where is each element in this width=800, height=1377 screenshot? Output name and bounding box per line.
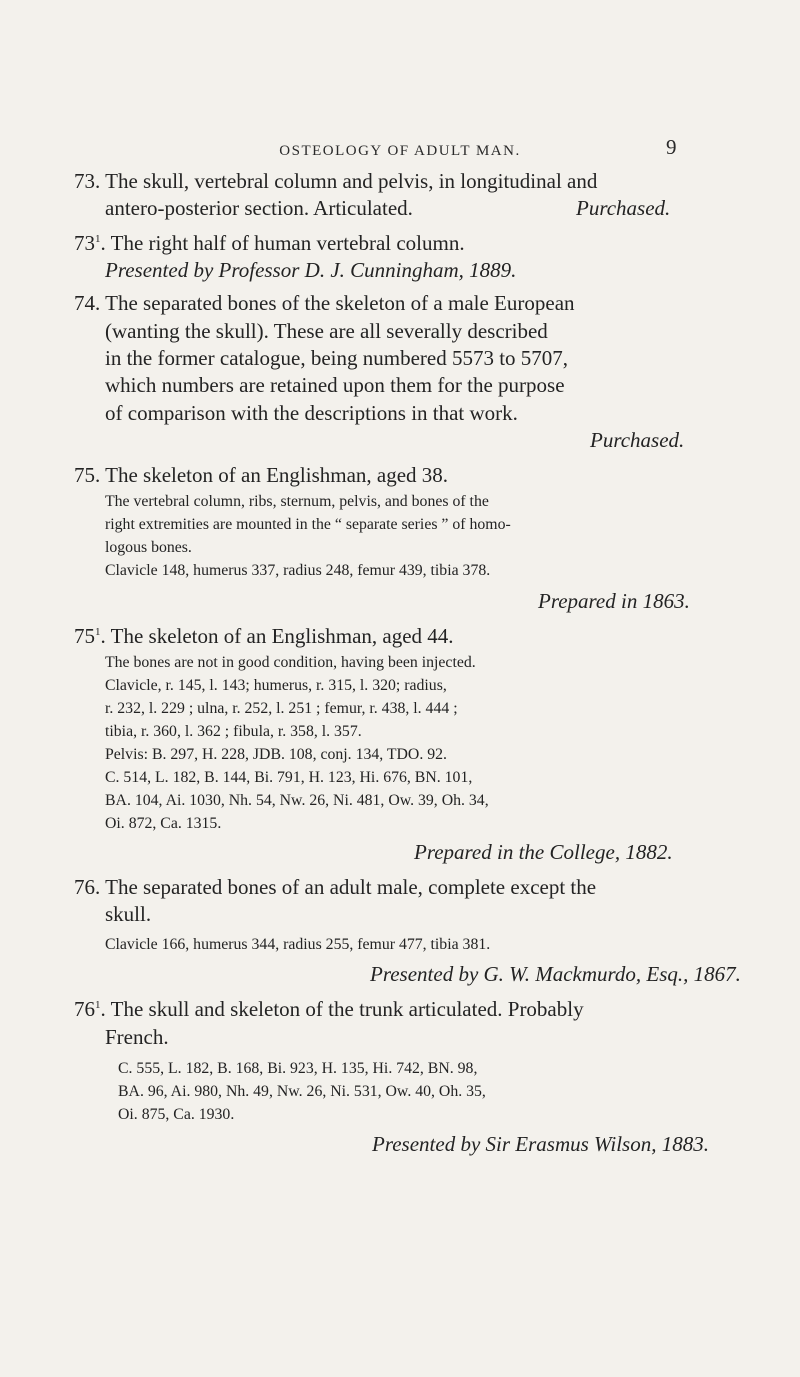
entry-75-first-line: 75. The skeleton of an Englishman, aged 38.	[74, 463, 449, 487]
entry-note: Oi. 872, Ca. 1315.	[105, 815, 222, 832]
entry-note: The vertebral column, ribs, sternum, pelvis, and bones of the	[105, 493, 489, 510]
entry-number: 75	[74, 463, 95, 487]
entry-number: 76	[74, 875, 95, 899]
entry-text: in the former catalogue, being numbered 5573 to 5707,	[105, 346, 569, 370]
entry-number: 74	[74, 291, 95, 315]
entry-superscript: 1	[95, 233, 101, 245]
entry-text: antero-posterior section. Articulated.	[105, 196, 413, 220]
entry-73-1-first-line: $73^1$. The right half of human vertebral column.	[74, 231, 465, 255]
entry-credit: Purchased.	[576, 196, 671, 220]
entry-note: Oi. 875, Ca. 1930.	[118, 1106, 235, 1123]
entry-credit: Prepared in 1863.	[538, 589, 690, 613]
entry-number: 73	[74, 231, 95, 255]
entry-note: right extremities are mounted in the “ separate series ” of homo-	[105, 516, 511, 533]
entry-text: The separated bones of an adult male, complete except the	[105, 875, 597, 899]
entry-text: of comparison with the descriptions in that work.	[105, 401, 518, 425]
entry-superscript: 1	[95, 999, 101, 1011]
page-number: 9	[666, 135, 677, 159]
entry-75-1-first-line: $75^1$. The skeleton of an Englishman, aged 44.	[74, 624, 454, 648]
entry-note: Clavicle 166, humerus 344, radius 255, femur 477, tibia 381.	[105, 936, 491, 953]
entry-note: BA. 96, Ai. 980, Nh. 49, Nw. 26, Ni. 531, Ow. 40, Oh. 35,	[118, 1083, 486, 1100]
entry-note: BA. 104, Ai. 1030, Nh. 54, Nw. 26, Ni. 481, Ow. 39, Oh. 34,	[105, 792, 489, 809]
entry-text: The skull and skeleton of the trunk articulated. Probably	[110, 997, 584, 1021]
entry-text: skull.	[105, 902, 152, 926]
entry-note: r. 232, l. 229 ; ulna, r. 252, l. 251 ; femur, r. 438, l. 444 ;	[105, 700, 458, 717]
entry-74-first-line: 74. The separated bones of the skeleton of a male European	[74, 291, 575, 315]
entry-note: Clavicle, r. 145, l. 143; humerus, r. 315, l. 320; radius,	[105, 677, 447, 694]
entry-number: 73	[74, 169, 95, 193]
running-header: OSTEOLOGY OF ADULT MAN.	[279, 143, 521, 159]
entry-note: C. 555, L. 182, B. 168, Bi. 923, H. 135, Hi. 742, BN. 98,	[118, 1060, 478, 1077]
entry-text: (wanting the skull). These are all severally described	[105, 319, 548, 343]
entry-text: The separated bones of the skeleton of a male European	[105, 291, 575, 315]
entry-note: Clavicle 148, humerus 337, radius 248, femur 439, tibia 378.	[105, 562, 491, 579]
entry-credit: Purchased.	[590, 428, 685, 452]
entry-credit: Presented by Professor D. J. Cunningham, 1889.	[105, 258, 517, 282]
entry-text: The skeleton of an Englishman, aged 38.	[105, 463, 449, 487]
entry-73-first-line: 73. The skull, vertebral column and pelvis, in longitudinal and	[74, 169, 598, 193]
entry-credit: Presented by G. W. Mackmurdo, Esq., 1867.	[370, 962, 741, 986]
entry-note: The bones are not in good condition, having been injected.	[105, 654, 476, 671]
entry-superscript: 1	[95, 626, 101, 638]
entry-note: Pelvis: B. 297, H. 228, JDB. 108, conj. 134, TDO. 92.	[105, 746, 447, 763]
entry-text: which numbers are retained upon them for the purpose	[105, 373, 565, 397]
entry-text: The skull, vertebral column and pelvis, in longitudinal and	[105, 169, 598, 193]
entry-number: 75	[74, 624, 95, 648]
entry-note: C. 514, L. 182, B. 144, Bi. 791, H. 123, Hi. 676, BN. 101,	[105, 769, 473, 786]
entry-76-1-first-line: $76^1$. The skull and skeleton of the trunk articulated. Probably	[74, 997, 584, 1021]
entry-text: The skeleton of an Englishman, aged 44.	[110, 624, 454, 648]
entry-note: tibia, r. 360, l. 362 ; fibula, r. 358, l. 357.	[105, 723, 362, 740]
entry-credit: Prepared in the College, 1882.	[414, 840, 673, 864]
entry-76-first-line: 76. The separated bones of an adult male, complete except the	[74, 875, 597, 899]
entry-text: French.	[105, 1025, 169, 1049]
entry-note: logous bones.	[105, 539, 192, 556]
entry-number: 76	[74, 997, 95, 1021]
entry-credit: Presented by Sir Erasmus Wilson, 1883.	[372, 1132, 709, 1156]
entry-text: The right half of human vertebral column.	[110, 231, 465, 255]
